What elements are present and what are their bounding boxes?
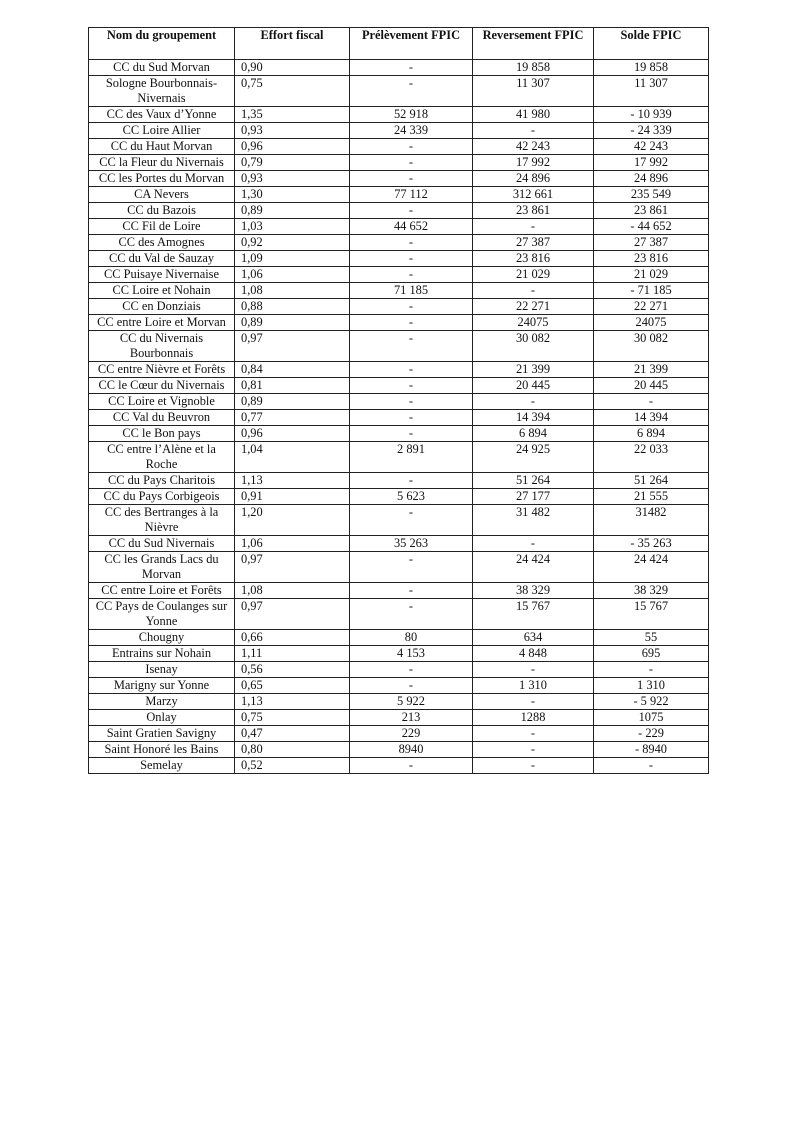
group-name-cell: Saint Honoré les Bains (89, 742, 235, 758)
prelevement-fpic-cell: - (350, 662, 473, 678)
effort-fiscal-cell: 0,89 (235, 203, 350, 219)
table-row (89, 630, 709, 646)
solde-fpic-cell: 235 549 (594, 187, 709, 203)
table-row (89, 251, 709, 267)
group-name-cell: CC des Vaux d’Yonne (89, 107, 235, 123)
group-name-cell: CC Fil de Loire (89, 219, 235, 235)
table-row (89, 299, 709, 315)
reversement-fpic-cell: 31 482 (473, 505, 594, 536)
prelevement-fpic-cell: - (350, 505, 473, 536)
reversement-fpic-cell: 15 767 (473, 599, 594, 630)
prelevement-fpic-cell: 2 891 (350, 442, 473, 473)
prelevement-fpic-cell: 35 263 (350, 536, 473, 552)
prelevement-fpic-cell: - (350, 171, 473, 187)
solde-fpic-cell: 14 394 (594, 410, 709, 426)
group-name-cell: CC des Amognes (89, 235, 235, 251)
group-name-cell: CC Loire Allier (89, 123, 235, 139)
effort-fiscal-cell: 1,13 (235, 473, 350, 489)
prelevement-fpic-cell: - (350, 60, 473, 76)
prelevement-fpic-cell: - (350, 315, 473, 331)
solde-fpic-cell: 38 329 (594, 583, 709, 599)
solde-fpic-cell: - 44 652 (594, 219, 709, 235)
reversement-fpic-cell: - (473, 726, 594, 742)
reversement-fpic-cell: 1 310 (473, 678, 594, 694)
table-row (89, 726, 709, 742)
reversement-fpic-cell: 1288 (473, 710, 594, 726)
prelevement-fpic-cell: - (350, 139, 473, 155)
prelevement-fpic-cell: - (350, 678, 473, 694)
group-name-cell: CC la Fleur du Nivernais (89, 155, 235, 171)
table-row (89, 187, 709, 203)
reversement-fpic-cell: 27 177 (473, 489, 594, 505)
group-name-cell: Entrains sur Nohain (89, 646, 235, 662)
effort-fiscal-cell: 0,91 (235, 489, 350, 505)
reversement-fpic-cell: - (473, 283, 594, 299)
reversement-fpic-cell: 42 243 (473, 139, 594, 155)
effort-fiscal-cell: 0,66 (235, 630, 350, 646)
reversement-fpic-cell: 6 894 (473, 426, 594, 442)
solde-fpic-cell: 1075 (594, 710, 709, 726)
prelevement-fpic-cell: 4 153 (350, 646, 473, 662)
solde-fpic-cell: 51 264 (594, 473, 709, 489)
prelevement-fpic-cell: - (350, 155, 473, 171)
table-row (89, 646, 709, 662)
group-name-cell: CC du Sud Nivernais (89, 536, 235, 552)
effort-fiscal-cell: 0,75 (235, 710, 350, 726)
effort-fiscal-cell: 0,77 (235, 410, 350, 426)
reversement-fpic-cell: 27 387 (473, 235, 594, 251)
reversement-fpic-cell: 38 329 (473, 583, 594, 599)
table-row (89, 599, 709, 630)
effort-fiscal-cell: 1,08 (235, 283, 350, 299)
header-solde-fpic: Solde FPIC (594, 28, 709, 60)
group-name-cell: CC les Grands Lacs du Morvan (89, 552, 235, 583)
solde-fpic-cell: 22 271 (594, 299, 709, 315)
solde-fpic-cell: 27 387 (594, 235, 709, 251)
table-row (89, 155, 709, 171)
header-reversement-fpic: Reversement FPIC (473, 28, 594, 60)
solde-fpic-cell: - (594, 394, 709, 410)
solde-fpic-cell: 55 (594, 630, 709, 646)
solde-fpic-cell: 23 816 (594, 251, 709, 267)
group-name-cell: CC du Val de Sauzay (89, 251, 235, 267)
header-effort-fiscal: Effort fiscal (235, 28, 350, 60)
reversement-fpic-cell: 30 082 (473, 331, 594, 362)
group-name-cell: Chougny (89, 630, 235, 646)
group-name-cell: CC du Bazois (89, 203, 235, 219)
table-row (89, 505, 709, 536)
effort-fiscal-cell: 0,89 (235, 315, 350, 331)
prelevement-fpic-cell: - (350, 410, 473, 426)
header-nom-du-groupement: Nom du groupement (89, 28, 235, 60)
reversement-fpic-cell: 51 264 (473, 473, 594, 489)
solde-fpic-cell: 42 243 (594, 139, 709, 155)
group-name-cell: CC Loire et Nohain (89, 283, 235, 299)
solde-fpic-cell: 1 310 (594, 678, 709, 694)
reversement-fpic-cell: - (473, 123, 594, 139)
group-name-cell: CC les Portes du Morvan (89, 171, 235, 187)
reversement-fpic-cell: - (473, 694, 594, 710)
table-row (89, 442, 709, 473)
reversement-fpic-cell: 19 858 (473, 60, 594, 76)
reversement-fpic-cell: 24075 (473, 315, 594, 331)
reversement-fpic-cell: - (473, 742, 594, 758)
table-row (89, 694, 709, 710)
solde-fpic-cell: 20 445 (594, 378, 709, 394)
effort-fiscal-cell: 1,06 (235, 267, 350, 283)
table-row (89, 76, 709, 107)
table-row (89, 678, 709, 694)
group-name-cell: CC en Donziais (89, 299, 235, 315)
group-name-cell: CC Puisaye Nivernaise (89, 267, 235, 283)
group-name-cell: CC Pays de Coulanges sur Yonne (89, 599, 235, 630)
prelevement-fpic-cell: 5 922 (350, 694, 473, 710)
solde-fpic-cell: - 24 339 (594, 123, 709, 139)
prelevement-fpic-cell: 229 (350, 726, 473, 742)
table-row (89, 662, 709, 678)
solde-fpic-cell: - 10 939 (594, 107, 709, 123)
prelevement-fpic-cell: - (350, 251, 473, 267)
table-row (89, 219, 709, 235)
table-row (89, 283, 709, 299)
prelevement-fpic-cell: - (350, 299, 473, 315)
reversement-fpic-cell: 24 896 (473, 171, 594, 187)
table-row (89, 410, 709, 426)
effort-fiscal-cell: 0,80 (235, 742, 350, 758)
solde-fpic-cell: 19 858 (594, 60, 709, 76)
table-row (89, 203, 709, 219)
table-row (89, 742, 709, 758)
solde-fpic-cell: - 8940 (594, 742, 709, 758)
group-name-cell: CC Val du Beuvron (89, 410, 235, 426)
effort-fiscal-cell: 0,90 (235, 60, 350, 76)
group-name-cell: CC du Nivernais Bourbonnais (89, 331, 235, 362)
group-name-cell: Marzy (89, 694, 235, 710)
solde-fpic-cell: 21 029 (594, 267, 709, 283)
table-row (89, 489, 709, 505)
effort-fiscal-cell: 1,09 (235, 251, 350, 267)
effort-fiscal-cell: 0,93 (235, 123, 350, 139)
table-row (89, 362, 709, 378)
table-row (89, 536, 709, 552)
prelevement-fpic-cell: - (350, 331, 473, 362)
solde-fpic-cell: - (594, 758, 709, 774)
effort-fiscal-cell: 1,35 (235, 107, 350, 123)
prelevement-fpic-cell: 24 339 (350, 123, 473, 139)
prelevement-fpic-cell: 71 185 (350, 283, 473, 299)
solde-fpic-cell: 30 082 (594, 331, 709, 362)
effort-fiscal-cell: 0,52 (235, 758, 350, 774)
solde-fpic-cell: 6 894 (594, 426, 709, 442)
prelevement-fpic-cell: - (350, 76, 473, 107)
table-row (89, 315, 709, 331)
solde-fpic-cell: - 35 263 (594, 536, 709, 552)
table-row (89, 123, 709, 139)
reversement-fpic-cell: 24 925 (473, 442, 594, 473)
prelevement-fpic-cell: - (350, 599, 473, 630)
group-name-cell: CA Nevers (89, 187, 235, 203)
effort-fiscal-cell: 0,84 (235, 362, 350, 378)
effort-fiscal-cell: 1,04 (235, 442, 350, 473)
reversement-fpic-cell: - (473, 536, 594, 552)
effort-fiscal-cell: 0,92 (235, 235, 350, 251)
reversement-fpic-cell: 14 394 (473, 410, 594, 426)
reversement-fpic-cell: 41 980 (473, 107, 594, 123)
table-row (89, 473, 709, 489)
reversement-fpic-cell: 11 307 (473, 76, 594, 107)
prelevement-fpic-cell: 8940 (350, 742, 473, 758)
prelevement-fpic-cell: - (350, 362, 473, 378)
effort-fiscal-cell: 0,75 (235, 76, 350, 107)
group-name-cell: Marigny sur Yonne (89, 678, 235, 694)
reversement-fpic-cell: 21 399 (473, 362, 594, 378)
header-prelevement-fpic: Prélèvement FPIC (350, 28, 473, 60)
reversement-fpic-cell: 23 861 (473, 203, 594, 219)
effort-fiscal-cell: 0,81 (235, 378, 350, 394)
prelevement-fpic-cell: - (350, 426, 473, 442)
solde-fpic-cell: 21 555 (594, 489, 709, 505)
prelevement-fpic-cell: - (350, 394, 473, 410)
group-name-cell: CC du Pays Corbigeois (89, 489, 235, 505)
group-name-cell: CC entre Loire et Morvan (89, 315, 235, 331)
effort-fiscal-cell: 0,89 (235, 394, 350, 410)
effort-fiscal-cell: 0,93 (235, 171, 350, 187)
solde-fpic-cell: - 71 185 (594, 283, 709, 299)
reversement-fpic-cell: - (473, 219, 594, 235)
solde-fpic-cell: - (594, 662, 709, 678)
solde-fpic-cell: 24 896 (594, 171, 709, 187)
group-name-cell: CC des Bertranges à la Nièvre (89, 505, 235, 536)
reversement-fpic-cell: - (473, 758, 594, 774)
table-row (89, 583, 709, 599)
prelevement-fpic-cell: 52 918 (350, 107, 473, 123)
table-row (89, 331, 709, 362)
table-row (89, 60, 709, 76)
reversement-fpic-cell: 24 424 (473, 552, 594, 583)
effort-fiscal-cell: 0,97 (235, 331, 350, 362)
group-name-cell: Onlay (89, 710, 235, 726)
effort-fiscal-cell: 0,88 (235, 299, 350, 315)
group-name-cell: CC du Sud Morvan (89, 60, 235, 76)
effort-fiscal-cell: 1,08 (235, 583, 350, 599)
table-row (89, 235, 709, 251)
table-row (89, 378, 709, 394)
reversement-fpic-cell: 17 992 (473, 155, 594, 171)
solde-fpic-cell: - 229 (594, 726, 709, 742)
prelevement-fpic-cell: - (350, 267, 473, 283)
solde-fpic-cell: 21 399 (594, 362, 709, 378)
effort-fiscal-cell: 1,13 (235, 694, 350, 710)
reversement-fpic-cell: 20 445 (473, 378, 594, 394)
reversement-fpic-cell: 21 029 (473, 267, 594, 283)
group-name-cell: CC le Bon pays (89, 426, 235, 442)
effort-fiscal-cell: 0,96 (235, 139, 350, 155)
prelevement-fpic-cell: - (350, 203, 473, 219)
prelevement-fpic-cell: - (350, 473, 473, 489)
solde-fpic-cell: 31482 (594, 505, 709, 536)
reversement-fpic-cell: - (473, 394, 594, 410)
effort-fiscal-cell: 0,56 (235, 662, 350, 678)
solde-fpic-cell: 695 (594, 646, 709, 662)
table-row (89, 552, 709, 583)
prelevement-fpic-cell: 213 (350, 710, 473, 726)
prelevement-fpic-cell: 80 (350, 630, 473, 646)
solde-fpic-cell: 24 424 (594, 552, 709, 583)
reversement-fpic-cell: 4 848 (473, 646, 594, 662)
table-row (89, 394, 709, 410)
solde-fpic-cell: - 5 922 (594, 694, 709, 710)
group-name-cell: CC Loire et Vignoble (89, 394, 235, 410)
group-name-cell: CC le Cœur du Nivernais (89, 378, 235, 394)
effort-fiscal-cell: 1,06 (235, 536, 350, 552)
reversement-fpic-cell: 312 661 (473, 187, 594, 203)
prelevement-fpic-cell: - (350, 583, 473, 599)
effort-fiscal-cell: 0,97 (235, 552, 350, 583)
solde-fpic-cell: 17 992 (594, 155, 709, 171)
table-row (89, 426, 709, 442)
solde-fpic-cell: 15 767 (594, 599, 709, 630)
effort-fiscal-cell: 0,47 (235, 726, 350, 742)
group-name-cell: Isenay (89, 662, 235, 678)
effort-fiscal-cell: 0,96 (235, 426, 350, 442)
effort-fiscal-cell: 1,03 (235, 219, 350, 235)
prelevement-fpic-cell: - (350, 378, 473, 394)
prelevement-fpic-cell: - (350, 235, 473, 251)
solde-fpic-cell: 22 033 (594, 442, 709, 473)
effort-fiscal-cell: 1,30 (235, 187, 350, 203)
prelevement-fpic-cell: 5 623 (350, 489, 473, 505)
group-name-cell: CC du Haut Morvan (89, 139, 235, 155)
solde-fpic-cell: 23 861 (594, 203, 709, 219)
reversement-fpic-cell: 22 271 (473, 299, 594, 315)
reversement-fpic-cell: 23 816 (473, 251, 594, 267)
table-row (89, 107, 709, 123)
effort-fiscal-cell: 1,11 (235, 646, 350, 662)
reversement-fpic-cell: - (473, 662, 594, 678)
table-row (89, 171, 709, 187)
effort-fiscal-cell: 0,97 (235, 599, 350, 630)
prelevement-fpic-cell: 77 112 (350, 187, 473, 203)
group-name-cell: Sologne Bourbonnais-Nivernais (89, 76, 235, 107)
group-name-cell: CC entre Nièvre et Forêts (89, 362, 235, 378)
group-name-cell: CC du Pays Charitois (89, 473, 235, 489)
group-name-cell: CC entre l’Alène et la Roche (89, 442, 235, 473)
effort-fiscal-cell: 0,65 (235, 678, 350, 694)
group-name-cell: CC entre Loire et Forêts (89, 583, 235, 599)
group-name-cell: Semelay (89, 758, 235, 774)
prelevement-fpic-cell: - (350, 552, 473, 583)
reversement-fpic-cell: 634 (473, 630, 594, 646)
prelevement-fpic-cell: - (350, 758, 473, 774)
table-row (89, 758, 709, 774)
solde-fpic-cell: 24075 (594, 315, 709, 331)
table-row (89, 710, 709, 726)
prelevement-fpic-cell: 44 652 (350, 219, 473, 235)
table-row (89, 267, 709, 283)
solde-fpic-cell: 11 307 (594, 76, 709, 107)
group-name-cell: Saint Gratien Savigny (89, 726, 235, 742)
fpic-table (88, 27, 709, 774)
effort-fiscal-cell: 1,20 (235, 505, 350, 536)
table-header-row (89, 28, 709, 60)
table-body (89, 60, 709, 774)
effort-fiscal-cell: 0,79 (235, 155, 350, 171)
table-row (89, 139, 709, 155)
